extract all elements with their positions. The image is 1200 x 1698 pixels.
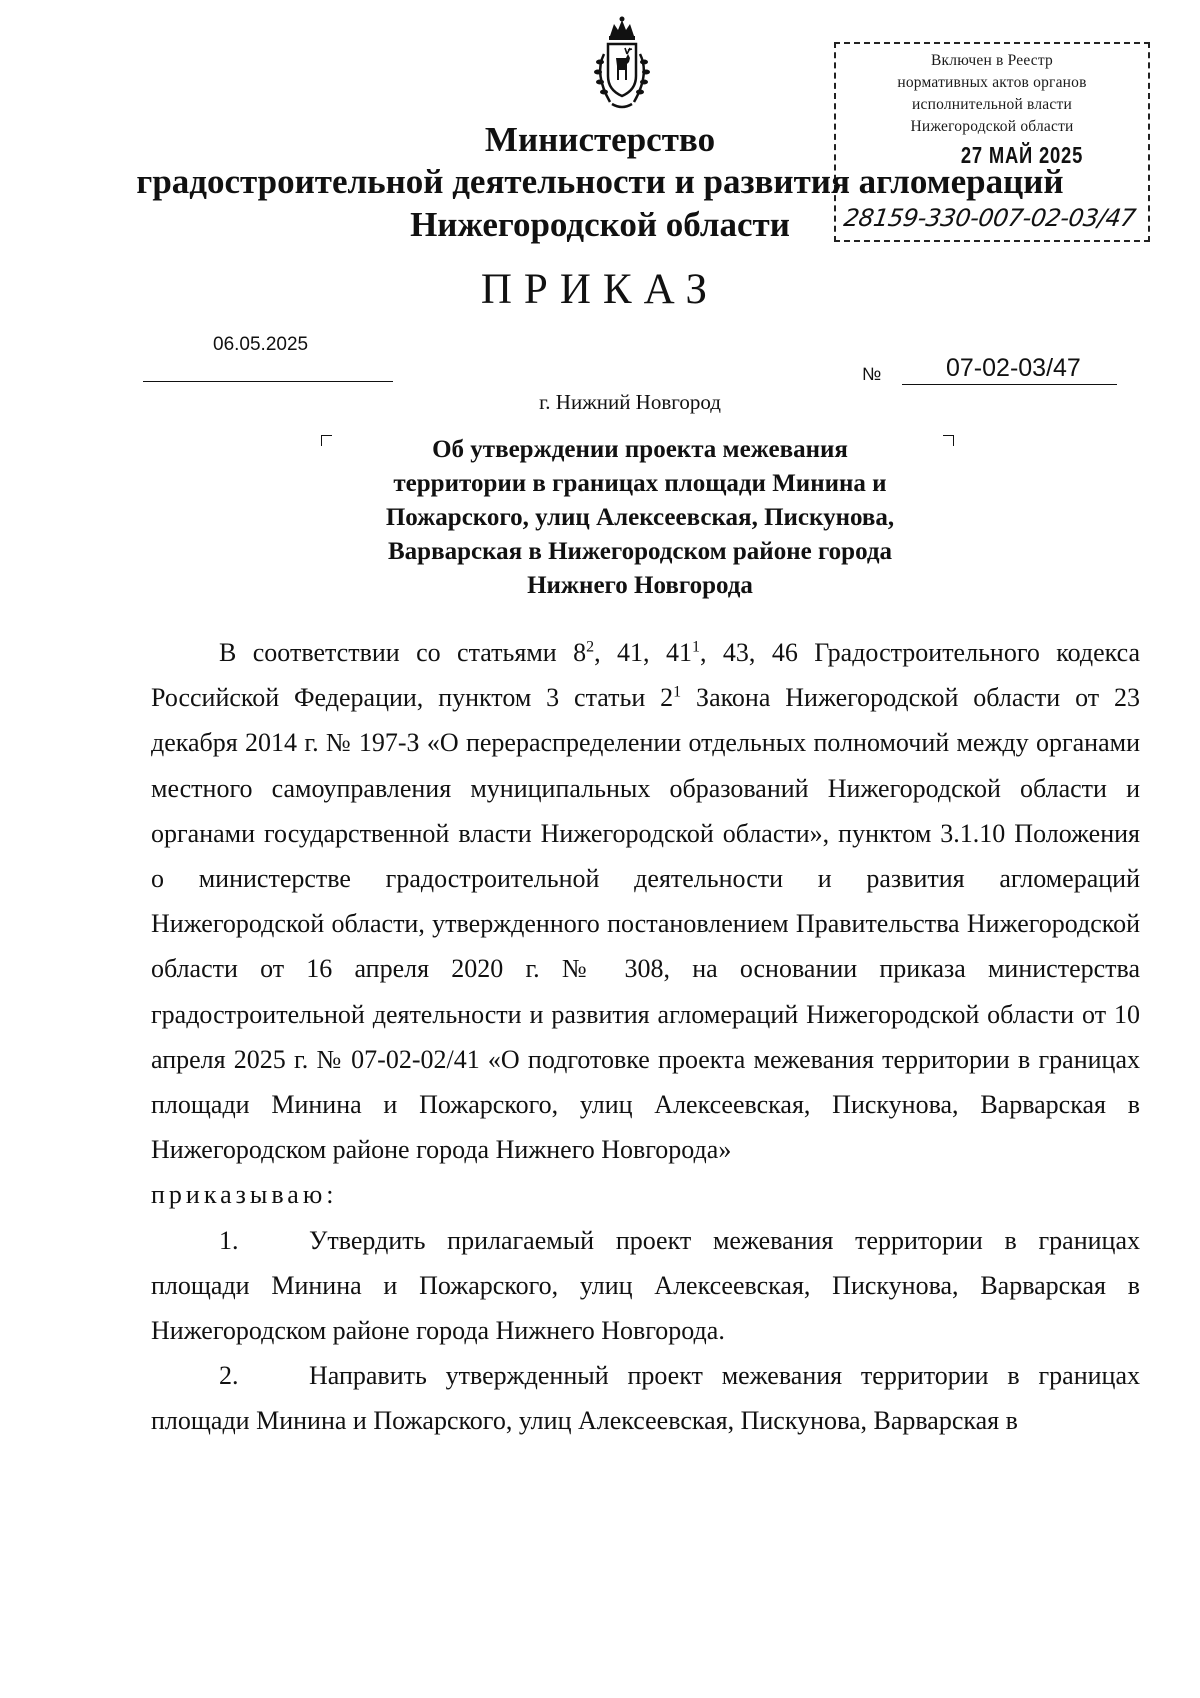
- preamble-text: В соответствии со статьями 8: [219, 638, 587, 667]
- superscript: 1: [673, 683, 682, 701]
- city-name: г. Нижний Новгород: [539, 390, 721, 414]
- superscript: 2: [586, 638, 595, 656]
- ministry-name: градостроительной деятельности и развития агломераций: [136, 162, 1064, 201]
- ministry-title: Министерство: [484, 120, 716, 159]
- order-number: 07-02-03/47: [946, 354, 1081, 382]
- order-item-2: [151, 1353, 1140, 1443]
- stamp-reg-number: 28159-330-007-02-03/47: [842, 204, 1138, 232]
- preamble-paragraph: [151, 630, 1140, 1172]
- subject-line: Варварская в Нижегородском районе города: [387, 538, 893, 565]
- stamp-line-1: Включен в Реестр: [931, 52, 1053, 69]
- item-text: Утвердить прилагаемый проект межевания территории в границах площади Минина и Пожарского, улиц Алексеевская, Пискунова, Варварская в Нижегородском районе города Нижнего Новгорода.: [151, 1225, 1140, 1346]
- stamp-line-4: Нижегородской области: [910, 118, 1074, 135]
- order-date: 06.05.2025: [213, 334, 309, 355]
- subject-line: территории в границах площади Минина и: [393, 470, 887, 497]
- document-title: ПРИКАЗ: [480, 266, 720, 313]
- stamp-line-2: нормативных актов органов: [897, 74, 1087, 91]
- order-item-1: [151, 1218, 1140, 1354]
- subject-line: Нижнего Новгорода: [527, 572, 753, 599]
- subject-corner-left: [321, 435, 332, 446]
- order-word: приказываю:: [151, 1180, 338, 1210]
- document-body: [151, 630, 1140, 1444]
- preamble-text: Закона Нижегородской области от 23 декабря 2014 г. № 197-З «О перераспределении отдельных полномочий между органами местного самоуправления муниципальных образований Нижегородской области и органами государственной власти Нижегородской области», пунктом 3.1.10 Положения о министерстве градостроительной деятельности и развития агломераций Нижегородской области, утвержденного постановлением Правительства Нижегородской области от 16 апреля 2020 г. № 308, на основании приказа министерства градостроительной деятельности и развития агломераций Нижегородской области от 10 апреля 2025 г. № 07-02-02/41 «О подготовке проекта межевания территории в границах площади Минина и Пожарского, улиц Алексеевская, Пискунова, Варварская в Нижегородском районе города Нижнего Новгорода»: [151, 683, 1140, 1165]
- preamble-text: , 43, 46 Градостроительного кодекса Российской Федерации, пунктом 3 статьи 2: [151, 638, 1140, 713]
- subject-corner-right: [943, 435, 954, 446]
- number-underline: [902, 384, 1117, 385]
- superscript: 1: [691, 638, 700, 656]
- preamble-text: , 41, 41: [594, 638, 692, 667]
- subject-line: Пожарского, улиц Алексеевская, Пискунова,: [385, 504, 895, 531]
- stamp-date: 27 МАЙ 2025: [960, 142, 1084, 168]
- coat-of-arms-icon: [580, 14, 664, 114]
- item-number: 1.: [219, 1225, 239, 1255]
- item-number: 2.: [219, 1361, 239, 1391]
- item-text: Направить утвержденный проект межевания территории в границах площади Минина и Пожарского, улиц Алексеевская, Пискунова, Варварская в: [151, 1361, 1140, 1436]
- date-underline: [143, 381, 393, 382]
- subject-line: Об утверждении проекта межевания: [432, 436, 848, 463]
- stamp-line-3: исполнительной власти: [912, 96, 1072, 113]
- order-subject: [340, 433, 940, 603]
- ministry-region: Нижегородской области: [410, 205, 790, 244]
- number-sign: №: [862, 364, 882, 384]
